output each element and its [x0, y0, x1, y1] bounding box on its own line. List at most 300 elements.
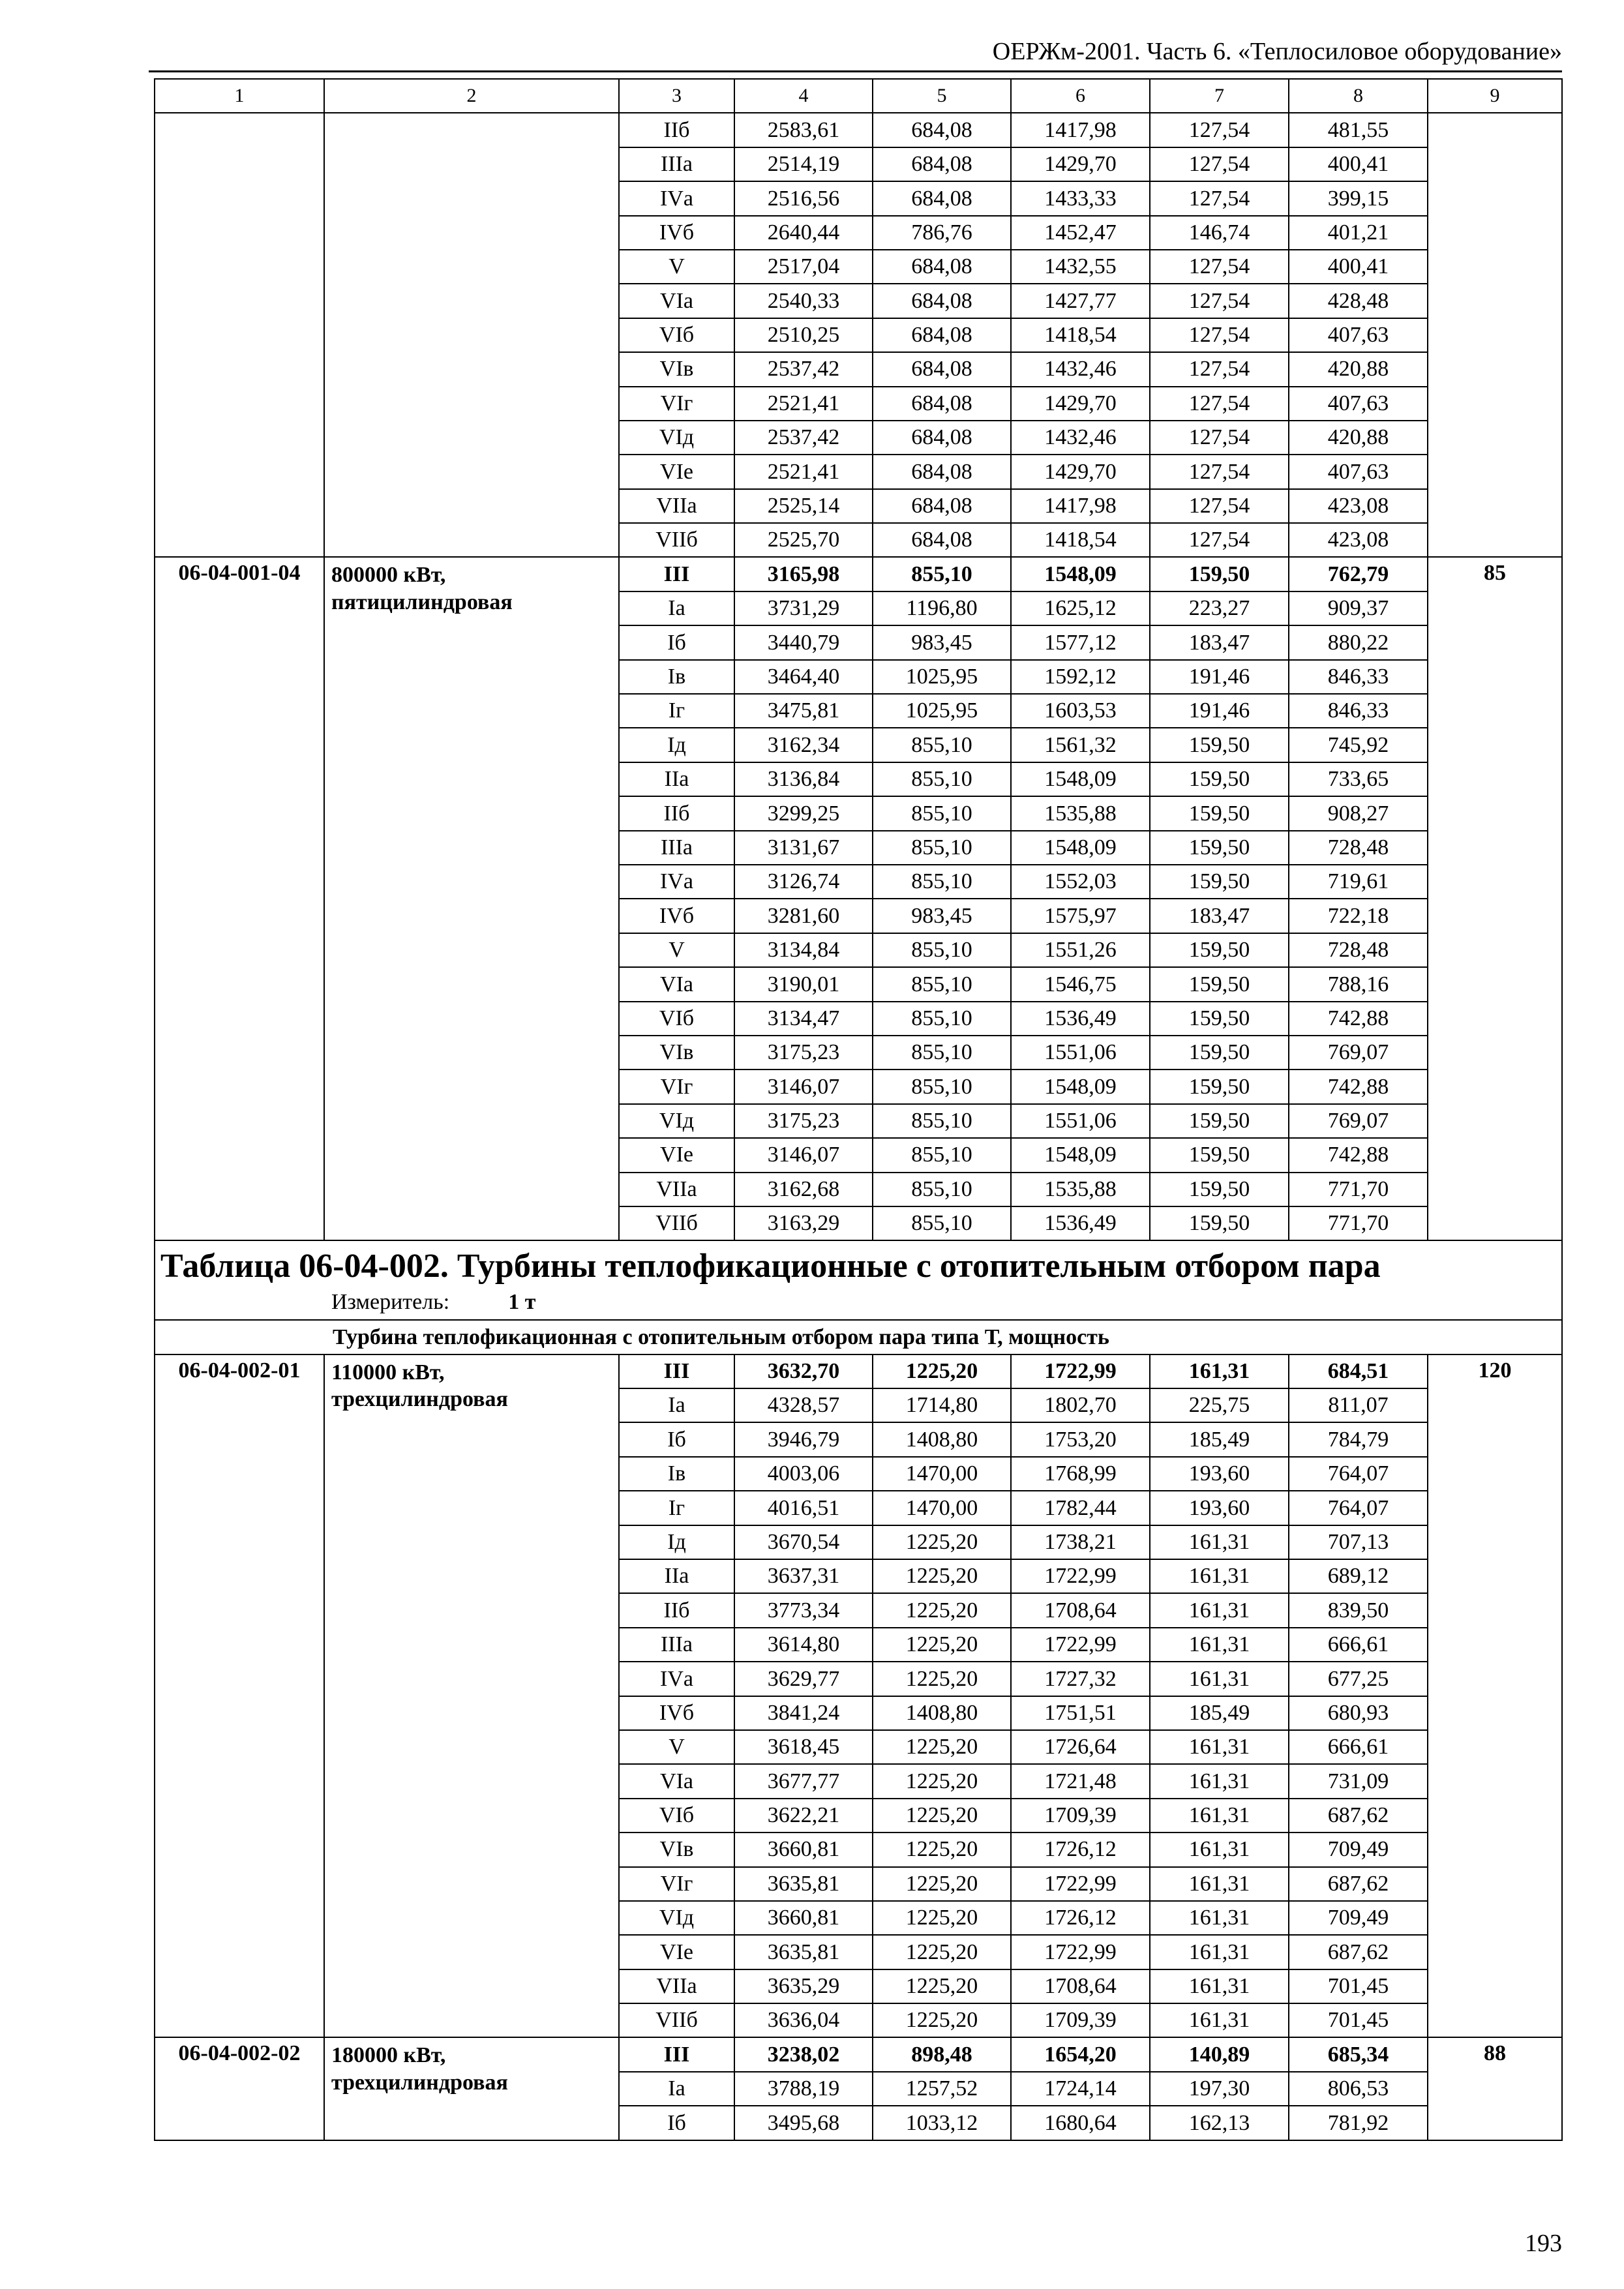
mode-cell: VIа	[619, 967, 734, 1001]
value-4: 3162,68	[734, 1173, 873, 1206]
value-7: 127,54	[1150, 318, 1289, 352]
name-cell	[324, 113, 619, 557]
value-8: 689,12	[1289, 1559, 1428, 1593]
value-4: 2540,33	[734, 284, 873, 318]
value-8: 769,07	[1289, 1104, 1428, 1138]
mode-cell: Iб	[619, 2106, 734, 2140]
value-8: 719,61	[1289, 865, 1428, 899]
value-5: 684,08	[873, 250, 1011, 284]
mode-cell: VIв	[619, 352, 734, 386]
column-number: 5	[873, 79, 1011, 113]
value-6: 1722,99	[1011, 1867, 1150, 1901]
value-5: 983,45	[873, 625, 1011, 659]
value-5: 1408,80	[873, 1422, 1011, 1456]
mode-cell: VIд	[619, 1901, 734, 1935]
value-6: 1552,03	[1011, 865, 1150, 899]
value-6: 1722,99	[1011, 1935, 1150, 1969]
value-6: 1418,54	[1011, 523, 1150, 557]
value-7: 161,31	[1150, 1730, 1289, 1764]
value-5: 855,10	[873, 933, 1011, 967]
value-5: 1225,20	[873, 1764, 1011, 1798]
mode-cell: VIг	[619, 387, 734, 421]
value-4: 3134,47	[734, 1002, 873, 1036]
value-8: 909,37	[1289, 591, 1428, 625]
mode-cell: VIб	[619, 318, 734, 352]
column-numbers-row	[155, 79, 1562, 113]
value-8: 701,45	[1289, 2003, 1428, 2037]
mode-cell: IVа	[619, 1662, 734, 1696]
value-6: 1709,39	[1011, 2003, 1150, 2037]
value-8: 728,48	[1289, 831, 1428, 865]
mode-cell: III	[619, 2037, 734, 2071]
rates-table	[154, 78, 1563, 2141]
value-6: 1561,32	[1011, 728, 1150, 762]
value-5: 1225,20	[873, 1662, 1011, 1696]
value-8: 806,53	[1289, 2072, 1428, 2106]
value-6: 1548,09	[1011, 762, 1150, 796]
value-5: 1257,52	[873, 2072, 1011, 2106]
mode-cell: VIд	[619, 1104, 734, 1138]
value-7: 162,13	[1150, 2106, 1289, 2140]
value-6: 1433,33	[1011, 181, 1150, 215]
value-4: 2514,19	[734, 147, 873, 181]
name-cell: 110000 кВт, трехцилиндровая	[324, 1354, 619, 2038]
value-8: 400,41	[1289, 250, 1428, 284]
value-7: 127,54	[1150, 352, 1289, 386]
value-7: 161,31	[1150, 2003, 1289, 2037]
value-7: 159,50	[1150, 1002, 1289, 1036]
value-6: 1727,32	[1011, 1662, 1150, 1696]
value-6: 1452,47	[1011, 216, 1150, 250]
value-6: 1417,98	[1011, 113, 1150, 147]
value-4: 3146,07	[734, 1138, 873, 1172]
value-7: 159,50	[1150, 831, 1289, 865]
value-4: 2640,44	[734, 216, 873, 250]
mode-cell: IVб	[619, 216, 734, 250]
value-5: 855,10	[873, 762, 1011, 796]
value-6: 1427,77	[1011, 284, 1150, 318]
value-6: 1751,51	[1011, 1696, 1150, 1730]
value-6: 1548,09	[1011, 1138, 1150, 1172]
mode-cell: VIIа	[619, 1969, 734, 2003]
value-8: 846,33	[1289, 694, 1428, 728]
value-8: 764,07	[1289, 1457, 1428, 1491]
value-6: 1429,70	[1011, 147, 1150, 181]
value-4: 3637,31	[734, 1559, 873, 1593]
value-7: 161,31	[1150, 1969, 1289, 2003]
value-6: 1726,64	[1011, 1730, 1150, 1764]
value-4: 4328,57	[734, 1388, 873, 1422]
value-4: 3788,19	[734, 2072, 873, 2106]
value-5: 684,08	[873, 523, 1011, 557]
value-5: 983,45	[873, 899, 1011, 933]
mode-cell: Iб	[619, 1422, 734, 1456]
mode-cell: IIа	[619, 1559, 734, 1593]
mode-cell: VIIа	[619, 1173, 734, 1206]
value-5: 684,08	[873, 147, 1011, 181]
value-5: 1225,20	[873, 1969, 1011, 2003]
page-header: ОЕРЖм-2001. Часть 6. «Теплосиловое оборудование»	[992, 38, 1562, 65]
subheading: Турбина теплофикационная с отопительным отбором пара типа Т, мощность	[155, 1320, 1562, 1354]
value-7: 159,50	[1150, 1138, 1289, 1172]
value-4: 3175,23	[734, 1104, 873, 1138]
mode-cell: VIе	[619, 1935, 734, 1969]
table-row	[155, 1354, 1562, 1388]
mode-cell: IVа	[619, 865, 734, 899]
value-6: 1429,70	[1011, 455, 1150, 488]
value-8: 742,88	[1289, 1138, 1428, 1172]
value-5: 684,08	[873, 489, 1011, 523]
value-4: 3635,29	[734, 1969, 873, 2003]
value-5: 1470,00	[873, 1491, 1011, 1525]
mode-cell: Iд	[619, 728, 734, 762]
value-8: 420,88	[1289, 421, 1428, 455]
value-8: 685,34	[1289, 2037, 1428, 2071]
value-7: 140,89	[1150, 2037, 1289, 2071]
value-5: 855,10	[873, 557, 1011, 591]
value-8: 677,25	[1289, 1662, 1428, 1696]
value-8: 407,63	[1289, 387, 1428, 421]
code-cell: 06-04-001-04	[155, 557, 324, 1240]
value-4: 3190,01	[734, 967, 873, 1001]
unit-line	[160, 1288, 1556, 1317]
value-6: 1535,88	[1011, 796, 1150, 830]
value-6: 1417,98	[1011, 489, 1150, 523]
value-7: 161,31	[1150, 1628, 1289, 1662]
mode-cell: VIIб	[619, 523, 734, 557]
value-8: 701,45	[1289, 1969, 1428, 2003]
value-8: 846,33	[1289, 660, 1428, 694]
value-8: 687,62	[1289, 1799, 1428, 1833]
value-8: 399,15	[1289, 181, 1428, 215]
mode-cell: V	[619, 1730, 734, 1764]
value-7: 191,46	[1150, 694, 1289, 728]
value-4: 3635,81	[734, 1867, 873, 1901]
value-6: 1738,21	[1011, 1525, 1150, 1559]
column-number: 3	[619, 79, 734, 113]
value-6: 1592,12	[1011, 660, 1150, 694]
value-6: 1722,99	[1011, 1354, 1150, 1388]
mode-cell: IIб	[619, 1593, 734, 1627]
value-6: 1722,99	[1011, 1628, 1150, 1662]
value-5: 684,08	[873, 421, 1011, 455]
mode-cell: IVб	[619, 899, 734, 933]
value-4: 2516,56	[734, 181, 873, 215]
value-6: 1724,14	[1011, 2072, 1150, 2106]
value-8: 687,62	[1289, 1867, 1428, 1901]
value-5: 1025,95	[873, 660, 1011, 694]
value-5: 1225,20	[873, 1935, 1011, 1969]
value-7: 159,50	[1150, 933, 1289, 967]
value-6: 1680,64	[1011, 2106, 1150, 2140]
value-4: 2517,04	[734, 250, 873, 284]
mode-cell: Iа	[619, 1388, 734, 1422]
value-4: 3464,40	[734, 660, 873, 694]
column-number: 2	[324, 79, 619, 113]
value-5: 786,76	[873, 216, 1011, 250]
table-title-cell	[155, 1240, 1562, 1320]
value-6: 1551,06	[1011, 1036, 1150, 1070]
value-6: 1753,20	[1011, 1422, 1150, 1456]
mode-cell: VIе	[619, 455, 734, 488]
mode-cell: Iв	[619, 1457, 734, 1491]
value-8: 781,92	[1289, 2106, 1428, 2140]
value-4: 3629,77	[734, 1662, 873, 1696]
value-4: 3495,68	[734, 2106, 873, 2140]
mode-cell: Iд	[619, 1525, 734, 1559]
value-8: 811,07	[1289, 1388, 1428, 1422]
code-cell: 06-04-002-01	[155, 1354, 324, 2038]
value-5: 1225,20	[873, 1867, 1011, 1901]
value-6: 1536,49	[1011, 1002, 1150, 1036]
value-4: 3946,79	[734, 1422, 873, 1456]
value-7: 193,60	[1150, 1491, 1289, 1525]
value-6: 1708,64	[1011, 1593, 1150, 1627]
value-7: 161,31	[1150, 1354, 1289, 1388]
value-7: 161,31	[1150, 1764, 1289, 1798]
value-8: 733,65	[1289, 762, 1428, 796]
value-7: 161,31	[1150, 1593, 1289, 1627]
value-5: 855,10	[873, 1002, 1011, 1036]
column-number: 1	[155, 79, 324, 113]
value-7: 161,31	[1150, 1799, 1289, 1833]
value-4: 3677,77	[734, 1764, 873, 1798]
value-8: 771,70	[1289, 1206, 1428, 1240]
value-7: 159,50	[1150, 1036, 1289, 1070]
mode-cell: IIб	[619, 113, 734, 147]
value-5: 684,08	[873, 181, 1011, 215]
column-number: 9	[1428, 79, 1562, 113]
column-number: 7	[1150, 79, 1289, 113]
value-7: 127,54	[1150, 113, 1289, 147]
value-8: 880,22	[1289, 625, 1428, 659]
mode-cell: Iв	[619, 660, 734, 694]
mode-cell: Iа	[619, 2072, 734, 2106]
value-4: 3299,25	[734, 796, 873, 830]
value-7: 183,47	[1150, 899, 1289, 933]
mode-cell: VIг	[619, 1867, 734, 1901]
table-title-row	[155, 1240, 1562, 1320]
mode-cell: VIг	[619, 1070, 734, 1103]
value-6: 1722,99	[1011, 1559, 1150, 1593]
value-6: 1802,70	[1011, 1388, 1150, 1422]
value-5: 855,10	[873, 1104, 1011, 1138]
value-7: 159,50	[1150, 1104, 1289, 1138]
value-8: 742,88	[1289, 1002, 1428, 1036]
value-4: 4003,06	[734, 1457, 873, 1491]
value-7: 159,50	[1150, 1206, 1289, 1240]
code-cell	[155, 113, 324, 557]
value-4: 3622,21	[734, 1799, 873, 1833]
value-7: 161,31	[1150, 1525, 1289, 1559]
value-7: 185,49	[1150, 1422, 1289, 1456]
value-4: 2510,25	[734, 318, 873, 352]
value-8: 722,18	[1289, 899, 1428, 933]
value-5: 855,10	[873, 831, 1011, 865]
value-6: 1429,70	[1011, 387, 1150, 421]
value-4: 2537,42	[734, 421, 873, 455]
value-5: 1225,20	[873, 1833, 1011, 1866]
mode-cell: VIе	[619, 1138, 734, 1172]
value-7: 161,31	[1150, 1935, 1289, 1969]
value-5: 855,10	[873, 1173, 1011, 1206]
mode-cell: IVб	[619, 1696, 734, 1730]
mode-cell: VIа	[619, 284, 734, 318]
value-5: 684,08	[873, 455, 1011, 488]
value-4: 3670,54	[734, 1525, 873, 1559]
value-7: 161,31	[1150, 1662, 1289, 1696]
mode-cell: IIIа	[619, 1628, 734, 1662]
value-7: 183,47	[1150, 625, 1289, 659]
value-4: 3126,74	[734, 865, 873, 899]
value-4: 3635,81	[734, 1935, 873, 1969]
value-7: 127,54	[1150, 284, 1289, 318]
value-5: 1225,20	[873, 1628, 1011, 1662]
value-4: 3162,34	[734, 728, 873, 762]
value-5: 1408,80	[873, 1696, 1011, 1730]
value-7: 127,54	[1150, 489, 1289, 523]
mode-cell: VIа	[619, 1764, 734, 1798]
value-4: 2521,41	[734, 387, 873, 421]
value-6: 1782,44	[1011, 1491, 1150, 1525]
mode-cell: Iа	[619, 591, 734, 625]
value-5: 1225,20	[873, 1901, 1011, 1935]
value-7: 159,50	[1150, 728, 1289, 762]
value-6: 1418,54	[1011, 318, 1150, 352]
value-5: 855,10	[873, 865, 1011, 899]
value-8: 769,07	[1289, 1036, 1428, 1070]
value-8: 684,51	[1289, 1354, 1428, 1388]
name-cell: 800000 кВт, пятицилиндровая	[324, 557, 619, 1240]
value-4: 3636,04	[734, 2003, 873, 2037]
value-5: 684,08	[873, 387, 1011, 421]
value-6: 1726,12	[1011, 1901, 1150, 1935]
value-4: 2537,42	[734, 352, 873, 386]
value-8: 908,27	[1289, 796, 1428, 830]
mode-cell: IIб	[619, 796, 734, 830]
value-8: 709,49	[1289, 1833, 1428, 1866]
value-8: 423,08	[1289, 489, 1428, 523]
value-6: 1432,46	[1011, 421, 1150, 455]
value-4: 3136,84	[734, 762, 873, 796]
value-8: 839,50	[1289, 1593, 1428, 1627]
value-7: 127,54	[1150, 147, 1289, 181]
value-5: 855,10	[873, 967, 1011, 1001]
value-4: 3660,81	[734, 1833, 873, 1866]
value-9: 120	[1428, 1354, 1562, 2038]
mode-cell: IIа	[619, 762, 734, 796]
value-5: 855,10	[873, 1138, 1011, 1172]
value-8: 771,70	[1289, 1173, 1428, 1206]
value-4: 3238,02	[734, 2037, 873, 2071]
value-5: 1033,12	[873, 2106, 1011, 2140]
value-8: 680,93	[1289, 1696, 1428, 1730]
value-4: 3134,84	[734, 933, 873, 967]
value-8: 764,07	[1289, 1491, 1428, 1525]
value-9: 88	[1428, 2037, 1562, 2140]
name-cell: 180000 кВт, трехцилиндровая	[324, 2037, 619, 2140]
unit-value: 1 т	[508, 1290, 536, 1315]
value-5: 855,10	[873, 1070, 1011, 1103]
value-6: 1546,75	[1011, 967, 1150, 1001]
mode-cell: IIIа	[619, 147, 734, 181]
value-8: 428,48	[1289, 284, 1428, 318]
mode-cell: VIв	[619, 1833, 734, 1866]
column-number: 4	[734, 79, 873, 113]
subheading-row	[155, 1320, 1562, 1354]
value-7: 127,54	[1150, 421, 1289, 455]
value-6: 1432,46	[1011, 352, 1150, 386]
value-6: 1432,55	[1011, 250, 1150, 284]
value-5: 684,08	[873, 318, 1011, 352]
value-6: 1654,20	[1011, 2037, 1150, 2071]
value-4: 3618,45	[734, 1730, 873, 1764]
value-5: 898,48	[873, 2037, 1011, 2071]
value-5: 1225,20	[873, 1593, 1011, 1627]
value-5: 684,08	[873, 352, 1011, 386]
value-5: 684,08	[873, 113, 1011, 147]
value-4: 3614,80	[734, 1628, 873, 1662]
value-4: 3440,79	[734, 625, 873, 659]
value-8: 481,55	[1289, 113, 1428, 147]
value-4: 3146,07	[734, 1070, 873, 1103]
value-6: 1768,99	[1011, 1457, 1150, 1491]
value-4: 3773,34	[734, 1593, 873, 1627]
mode-cell: Iг	[619, 1491, 734, 1525]
column-number: 8	[1289, 79, 1428, 113]
mode-cell: V	[619, 933, 734, 967]
value-7: 159,50	[1150, 796, 1289, 830]
value-6: 1708,64	[1011, 1969, 1150, 2003]
value-8: 728,48	[1289, 933, 1428, 967]
mode-cell: V	[619, 250, 734, 284]
value-6: 1551,26	[1011, 933, 1150, 967]
value-7: 159,50	[1150, 967, 1289, 1001]
page-number: 193	[1525, 2230, 1562, 2257]
value-5: 855,10	[873, 1036, 1011, 1070]
mode-cell: Iг	[619, 694, 734, 728]
value-7: 159,50	[1150, 557, 1289, 591]
value-7: 159,50	[1150, 762, 1289, 796]
value-9	[1428, 113, 1562, 557]
value-6: 1721,48	[1011, 1764, 1150, 1798]
code-cell: 06-04-002-02	[155, 2037, 324, 2140]
value-7: 127,54	[1150, 387, 1289, 421]
value-4: 3632,70	[734, 1354, 873, 1388]
value-8: 401,21	[1289, 216, 1428, 250]
value-8: 666,61	[1289, 1628, 1428, 1662]
column-number: 6	[1011, 79, 1150, 113]
value-6: 1577,12	[1011, 625, 1150, 659]
value-8: 762,79	[1289, 557, 1428, 591]
value-4: 2521,41	[734, 455, 873, 488]
mode-cell: III	[619, 557, 734, 591]
value-7: 127,54	[1150, 523, 1289, 557]
value-7: 223,27	[1150, 591, 1289, 625]
value-7: 185,49	[1150, 1696, 1289, 1730]
value-7: 127,54	[1150, 181, 1289, 215]
value-5: 1225,20	[873, 1525, 1011, 1559]
mode-cell: IVа	[619, 181, 734, 215]
value-5: 1225,20	[873, 1799, 1011, 1833]
value-7: 159,50	[1150, 1173, 1289, 1206]
value-6: 1709,39	[1011, 1799, 1150, 1833]
value-6: 1548,09	[1011, 831, 1150, 865]
value-6: 1726,12	[1011, 1833, 1150, 1866]
value-4: 3660,81	[734, 1901, 873, 1935]
value-4: 3281,60	[734, 899, 873, 933]
value-4: 4016,51	[734, 1491, 873, 1525]
